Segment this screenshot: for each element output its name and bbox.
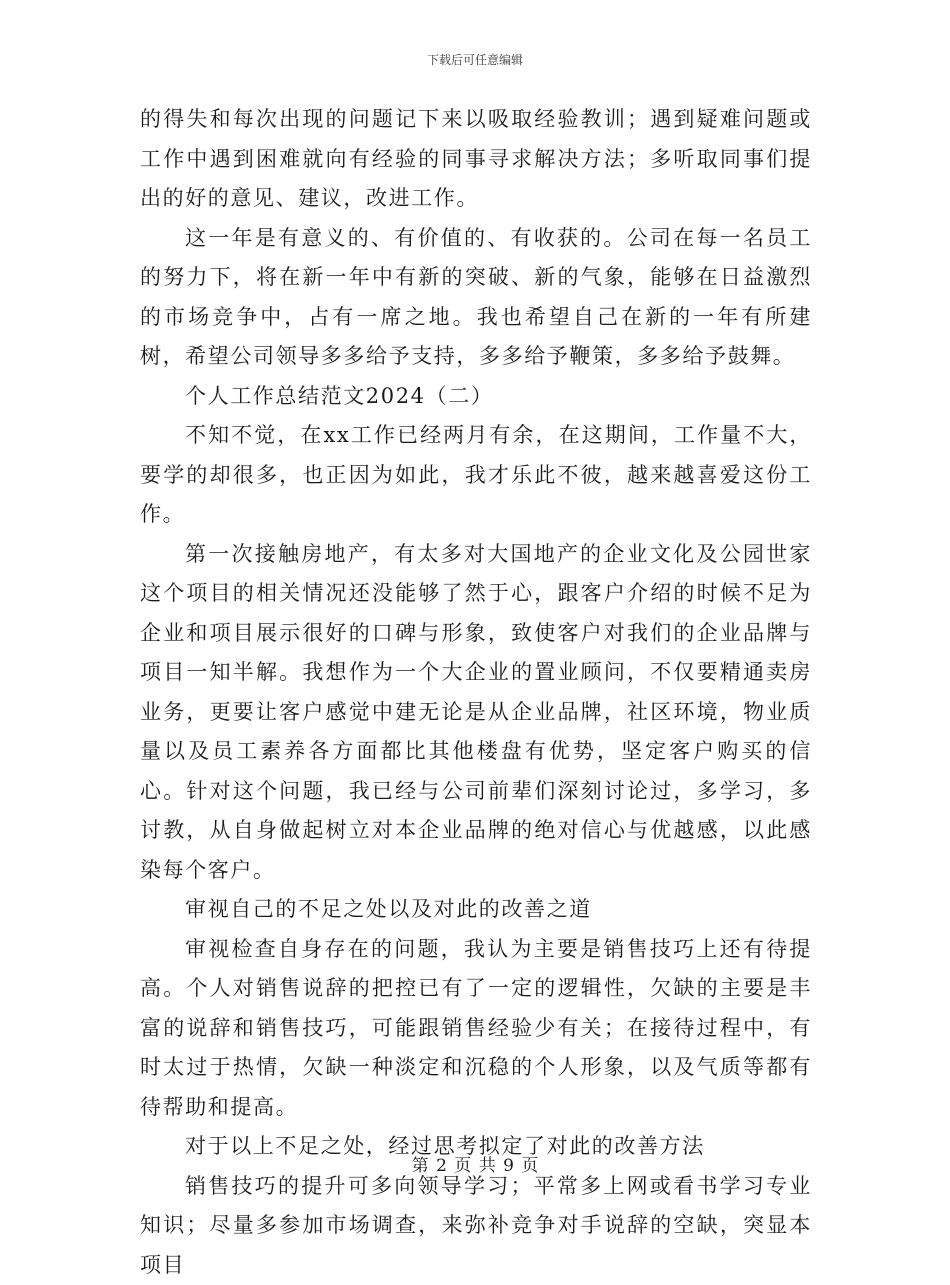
subheading-shortcomings: 审视自己的不足之处以及对此的改善之道 [140,890,812,930]
page-header-note: 下载后可任意编辑 [0,52,950,68]
paragraph-3: 不知不觉，在xx工作已经两月有余，在这期间，工作量不大，要学的却很多，也正因为如此，我才乐此不彼，越来越喜爱这份工作。 [140,416,812,535]
page-number-footer: 第 2 页 共 9 页 [0,1155,950,1177]
subheading-improvements: 对于以上不足之处，经过思考拟定了对此的改善方法 [140,1127,812,1167]
paragraph-2: 这一年是有意义的、有价值的、有收获的。公司在每一名员工的努力下，将在新一年中有新的突破、新的气象，能够在日益激烈的市场竞争中，占有一席之地。我也希望自己在新的一年有所建树，希望公司领导多多给予支持，多多给予鞭策，多多给予鼓舞。 [140,219,812,377]
paragraph-1: 的得失和每次出现的问题记下来以吸取经验教训；遇到疑难问题或工作中遇到困难就向有经验的同事寻求解决方法；多听取同事们提出的好的意见、建议，改进工作。 [140,100,812,219]
paragraph-4: 第一次接触房地产，有太多对大国地产的企业文化及公园世家这个项目的相关情况还没能够了然于心，跟客户介绍的时候不足为企业和项目展示很好的口碑与形象，致使客户对我们的企业品牌与项目一知半解。我想作为一个大企业的置业顾问，不仅要精通卖房业务，更要让客户感觉中建无论是从企业品牌，社区环境，物业质量以及员工素养各方面都比其他楼盘有优势，坚定客户购买的信心。针对这个问题，我已经与公司前辈们深刻讨论过，多学习，多讨教，从自身做起树立对本企业品牌的绝对信心与优越感，以此感染每个客户。 [140,535,812,891]
paragraph-6: 销售技巧的提升可多向领导学习；平常多上网或看书学习专业知识；尽量多参加市场调查，来弥补竞争对手说辞的空缺，突显本项目 [140,1167,812,1285]
section-heading-2: 个人工作总结范文2024（二） [140,377,812,417]
document-body [140,100,812,1285]
paragraph-5: 审视检查自身存在的问题，我认为主要是销售技巧上还有待提高。个人对销售说辞的把控已有了一定的逻辑性，欠缺的主要是丰富的说辞和销售技巧，可能跟销售经验少有关；在接待过程中，有时太过于热情，欠缺一种淡定和沉稳的个人形象，以及气质等都有待帮助和提高。 [140,930,812,1128]
